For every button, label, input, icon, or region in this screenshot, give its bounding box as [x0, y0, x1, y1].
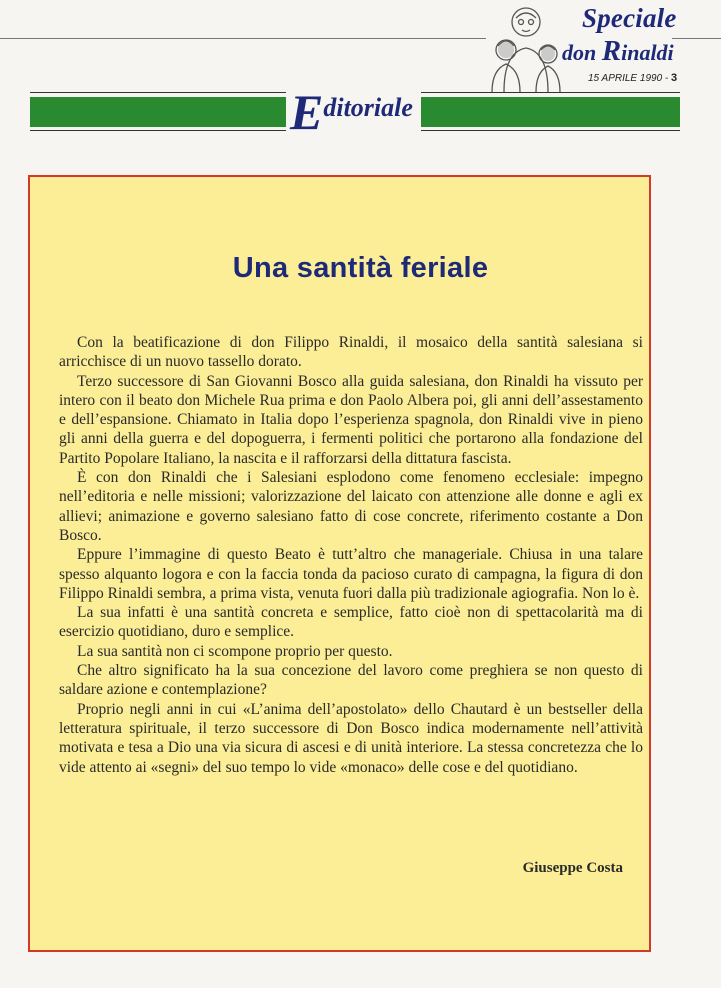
paragraph: Eppure l’immagine di questo Beato è tutt’altro che manageriale. Chiusa in una talare spesso alquanto logora e con la faccia tonda da pacioso curato di campagna, la figura di don Filippo Rinaldi sembra, a prima vista, venuta fuori dalla più tradizionale agiografia. Non lo è. — [59, 546, 643, 602]
article-body — [59, 333, 643, 777]
masthead — [478, 0, 721, 100]
top-rule — [0, 38, 486, 39]
paragraph: Con la beatificazione di don Filippo Rinaldi, il mosaico della santità salesiana si arricchisce di un nuovo tassello dorato. — [59, 334, 643, 371]
masthead-title-don-rinaldi: don Rinaldi — [562, 35, 674, 67]
paragraph: È con don Rinaldi che i Salesiani esplodono come fenomeno ecclesiale: impegno nell’editoria e nelle missioni; valorizzazione del laicato con attenzione alle donne e agli ex allievi; animazione e governo salesiano fatto di cose concrete, riferimento costante a Don Bosco. — [59, 469, 643, 544]
paragraph: Terzo successore di San Giovanni Bosco alla guida salesiana, don Rinaldi ha vissuto per intero con il beato don Michele Rua prima e don Paolo Albera poi, gli anni dell’assestamento e dell’espansione. Chiamato in Italia dopo l’esperienza spagnola, don Rinaldi vive in pieno gli anni della guerra e del dopoguerra, i fermenti politici che portarono alla fondazione del Partito Popolare Italiano, la nascita e il rafforzarsi della dittatura fascista. — [59, 372, 643, 467]
section-title-editoriale: Editoriale — [286, 88, 421, 136]
masthead-title-speciale: Speciale — [582, 3, 677, 33]
author-signature: Giuseppe Costa — [522, 860, 623, 876]
page-number: 3 — [671, 72, 678, 84]
issue-date: 15 APRILE 1990 - 3 — [588, 72, 678, 84]
paragraph: Proprio negli anni in cui «L’anima dell’apostolato» dello Chautard è un bestseller della letteratura spirituale, il terzo successore di Don Bosco indica modernamente nell’attività motivata e tesa a Dio una via sicura di ascesi e di unità interiore. La stessa concretezza che lo vide attento ai «segni» del suo tempo lo vide «monaco» delle cose e del quotidiano. — [59, 700, 643, 776]
people-illustration-icon — [486, 0, 566, 92]
article-title: Una santità feriale — [232, 252, 489, 284]
paragraph: La sua santità non ci scompone proprio per questo. — [77, 642, 393, 660]
paragraph: Che altro significato ha la sua concezione del lavoro come preghiera se non questo di saldare azione e contemplazione? — [59, 662, 643, 699]
paragraph: La sua infatti è una santità concreta e semplice, fatto cioè non di spettacolarità ma di esercizio quotidiano, duro e semplice. — [59, 604, 643, 641]
